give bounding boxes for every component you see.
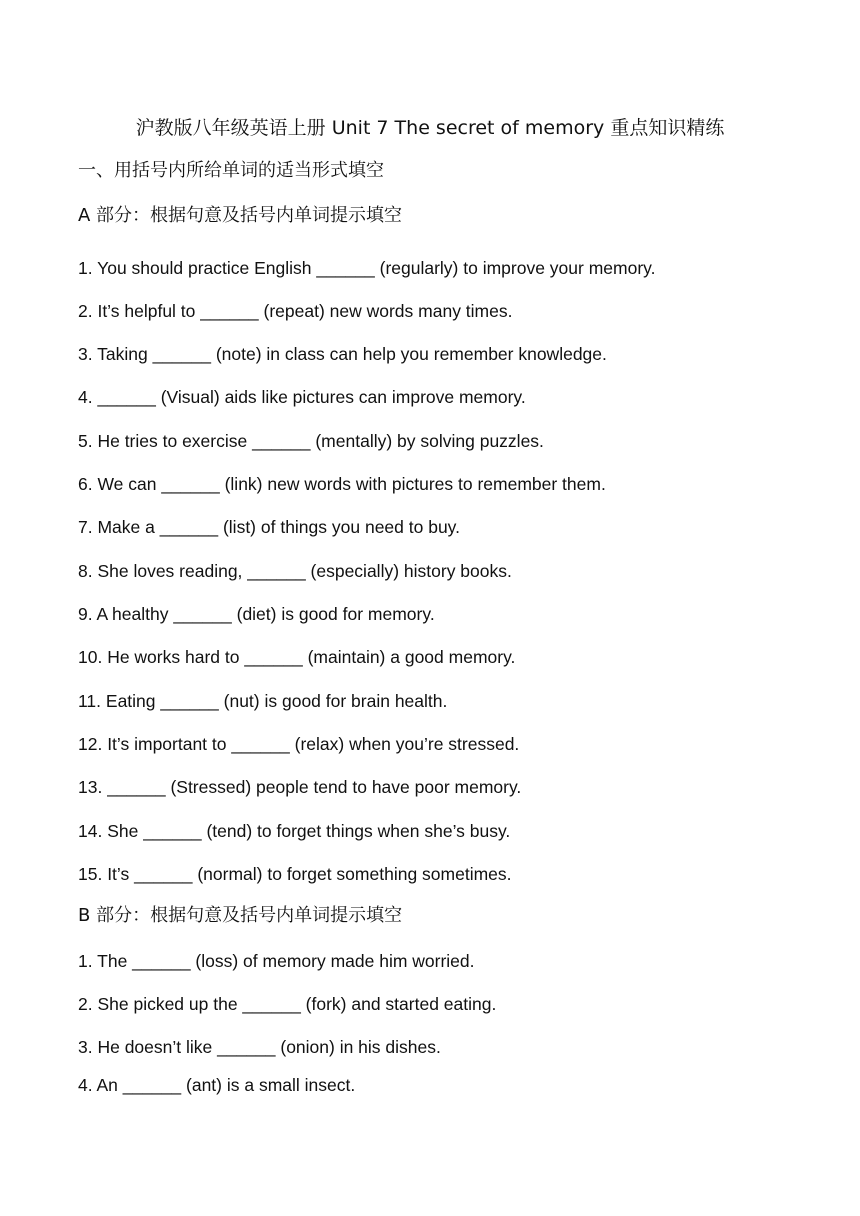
exercise-item-a10: 10. He works hard to ______ (maintain) a good memory. <box>78 647 516 667</box>
exercise-item-a7: 7. Make a ______ (list) of things you need to buy. <box>78 517 460 537</box>
exercise-item-b3: 3. He doesn’t like ______ (onion) in his dishes. <box>78 1037 441 1057</box>
part-b-heading: B 部分：根据句意及括号内单词提示填空 <box>78 905 403 926</box>
exercise-item-a6: 6. We can ______ (link) new words with pictures to remember them. <box>78 474 606 494</box>
exercise-item-b2: 2. She picked up the ______ (fork) and started eating. <box>78 994 497 1014</box>
part-a-heading: A 部分：根据句意及括号内单词提示填空 <box>78 205 403 226</box>
exercise-item-a13: 13. ______ (Stressed) people tend to have poor memory. <box>78 777 522 797</box>
exercise-item-b4: 4. An ______ (ant) is a small insect. <box>78 1075 356 1095</box>
exercise-item-a9: 9. A healthy ______ (diet) is good for memory. <box>78 604 435 624</box>
exercise-item-b1: 1. The ______ (loss) of memory made him worried. <box>78 951 475 971</box>
section-heading: 一、用括号内所给单词的适当形式填空 <box>78 160 384 181</box>
exercise-item-a11: 11. Eating ______ (nut) is good for brain health. <box>78 691 448 711</box>
exercise-item-a3: 3. Taking ______ (note) in class can help you remember knowledge. <box>78 344 607 364</box>
exercise-item-a1: 1. You should practice English ______ (regularly) to improve your memory. <box>78 258 656 278</box>
exercise-item-a12: 12. It’s important to ______ (relax) when you’re stressed. <box>78 734 520 754</box>
exercise-item-a15: 15. It’s ______ (normal) to forget something sometimes. <box>78 864 512 884</box>
exercise-item-a2: 2. It’s helpful to ______ (repeat) new words many times. <box>78 301 513 321</box>
exercise-item-a5: 5. He tries to exercise ______ (mentally) by solving puzzles. <box>78 431 544 451</box>
exercise-item-a14: 14. She ______ (tend) to forget things when she’s busy. <box>78 821 511 841</box>
exercise-item-a4: 4. ______ (Visual) aids like pictures can improve memory. <box>78 387 526 407</box>
document-title: 沪教版八年级英语上册 Unit 7 The secret of memory 重点知识精练 <box>135 117 725 139</box>
exercise-item-a8: 8. She loves reading, ______ (especially) history books. <box>78 561 512 581</box>
